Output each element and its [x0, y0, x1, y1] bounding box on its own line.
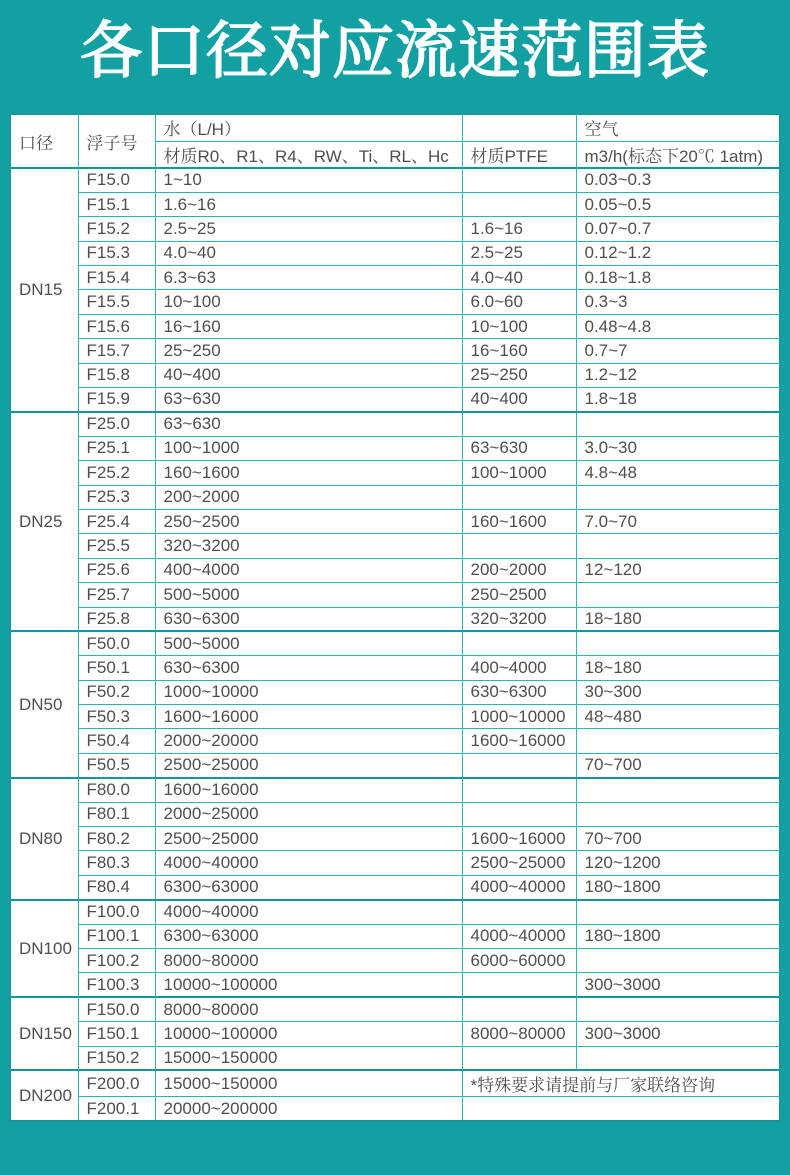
water-value-cell: 10~100: [155, 290, 462, 314]
air-value-cell: 7.0~70: [576, 509, 780, 533]
table-header: [10, 114, 780, 168]
table-row: [10, 461, 780, 485]
float-number-cell: F100.1: [78, 924, 155, 948]
water-value-cell: 8000~80000: [155, 997, 462, 1021]
ptfe-value-cell: 2500~25000: [462, 851, 576, 875]
float-number-cell: F100.3: [78, 973, 155, 997]
air-value-cell: 120~1200: [576, 851, 780, 875]
table-body: [10, 168, 780, 1121]
float-number-cell: F15.1: [78, 192, 155, 216]
table-row: [10, 388, 780, 412]
page-title: 各口径对应流速范围表: [79, 17, 710, 86]
water-value-cell: 2.5~25: [155, 217, 462, 241]
float-number-cell: F15.9: [78, 388, 155, 412]
diameter-cell: DN15: [10, 168, 78, 412]
ptfe-value-cell: [462, 900, 576, 924]
air-value-cell: 0.03~0.3: [576, 168, 780, 192]
ptfe-value-cell: 8000~80000: [462, 1022, 576, 1046]
air-value-cell: [576, 1046, 780, 1070]
air-value-cell: [576, 949, 780, 973]
float-number-cell: F25.1: [78, 436, 155, 460]
water-value-cell: 6.3~63: [155, 266, 462, 290]
ptfe-value-cell: 1600~16000: [462, 827, 576, 851]
air-value-cell: 18~180: [576, 656, 780, 680]
ptfe-value-cell: 40~400: [462, 388, 576, 412]
header-air-group: 空气: [576, 114, 780, 141]
water-value-cell: 6300~63000: [155, 875, 462, 899]
float-number-cell: F150.1: [78, 1022, 155, 1046]
air-value-cell: 0.05~0.5: [576, 192, 780, 216]
table-row: [10, 583, 780, 607]
air-value-cell: 70~700: [576, 827, 780, 851]
float-number-cell: F50.0: [78, 631, 155, 655]
header-water-group-spacer: [462, 114, 576, 141]
float-number-cell: F50.5: [78, 753, 155, 777]
ptfe-value-cell: [462, 973, 576, 997]
diameter-cell: DN25: [10, 412, 78, 632]
water-value-cell: 16~160: [155, 314, 462, 338]
float-number-cell: F25.4: [78, 509, 155, 533]
water-value-cell: 40~400: [155, 363, 462, 387]
float-number-cell: F15.2: [78, 217, 155, 241]
float-number-cell: F15.7: [78, 339, 155, 363]
table-row: [10, 363, 780, 387]
ptfe-value-cell: 4.0~40: [462, 266, 576, 290]
table-row: [10, 558, 780, 582]
ptfe-value-cell: 25~250: [462, 363, 576, 387]
table-row: [10, 290, 780, 314]
water-value-cell: 500~5000: [155, 631, 462, 655]
float-number-cell: F25.6: [78, 558, 155, 582]
ptfe-value-cell: 10~100: [462, 314, 576, 338]
diameter-cell: DN50: [10, 631, 78, 777]
table-row: [10, 1070, 780, 1097]
float-number-cell: F50.4: [78, 729, 155, 753]
water-value-cell: 630~6300: [155, 607, 462, 631]
ptfe-value-cell: 200~2000: [462, 558, 576, 582]
air-value-cell: [576, 802, 780, 826]
air-value-cell: 3.0~30: [576, 436, 780, 460]
water-value-cell: 10000~100000: [155, 1022, 462, 1046]
float-number-cell: F150.0: [78, 997, 155, 1021]
header-diameter: 口径: [10, 114, 78, 168]
water-value-cell: 1.6~16: [155, 192, 462, 216]
header-float-number: 浮子号: [78, 114, 155, 168]
header-ptfe-material: 材质PTFE: [462, 141, 576, 168]
table-row: [10, 436, 780, 460]
ptfe-value-cell: 630~6300: [462, 680, 576, 704]
water-value-cell: 4.0~40: [155, 241, 462, 265]
table-row: [10, 656, 780, 680]
table-row: [10, 1097, 780, 1121]
ptfe-value-cell: [462, 753, 576, 777]
ptfe-value-cell: 1000~10000: [462, 705, 576, 729]
air-value-cell: [576, 729, 780, 753]
ptfe-value-cell: [462, 485, 576, 509]
float-number-cell: F25.0: [78, 412, 155, 436]
water-value-cell: 1000~10000: [155, 680, 462, 704]
water-value-cell: 500~5000: [155, 583, 462, 607]
note-cell: *特殊要求请提前与厂家联络咨询: [462, 1070, 780, 1097]
ptfe-value-cell: 1600~16000: [462, 729, 576, 753]
water-value-cell: 630~6300: [155, 656, 462, 680]
table-row: [10, 217, 780, 241]
table-row: [10, 485, 780, 509]
table-row: [10, 875, 780, 899]
table-row: [10, 851, 780, 875]
air-value-cell: [576, 778, 780, 802]
float-number-cell: F15.8: [78, 363, 155, 387]
table-row: [10, 729, 780, 753]
air-value-cell: 18~180: [576, 607, 780, 631]
water-value-cell: 2500~25000: [155, 753, 462, 777]
table-row: [10, 534, 780, 558]
header-water-material: 材质R0、R1、R4、RW、Ti、RL、Hc: [155, 141, 462, 168]
table-row: [10, 631, 780, 655]
ptfe-value-cell: [462, 192, 576, 216]
float-number-cell: F25.2: [78, 461, 155, 485]
header-row-groups: [10, 114, 780, 141]
table-row: [10, 168, 780, 192]
air-value-cell: [576, 412, 780, 436]
water-value-cell: 2500~25000: [155, 827, 462, 851]
table-row: [10, 509, 780, 533]
water-value-cell: 200~2000: [155, 485, 462, 509]
water-value-cell: 8000~80000: [155, 949, 462, 973]
water-value-cell: 63~630: [155, 388, 462, 412]
table-row: [10, 266, 780, 290]
ptfe-value-cell: [462, 631, 576, 655]
float-number-cell: F15.0: [78, 168, 155, 192]
air-value-cell: 70~700: [576, 753, 780, 777]
float-number-cell: F80.4: [78, 875, 155, 899]
ptfe-value-cell: 63~630: [462, 436, 576, 460]
water-value-cell: 15000~150000: [155, 1070, 462, 1097]
ptfe-value-cell: 4000~40000: [462, 875, 576, 899]
table-row: [10, 680, 780, 704]
air-value-cell: 300~3000: [576, 1022, 780, 1046]
ptfe-value-cell: 4000~40000: [462, 924, 576, 948]
air-value-cell: 0.12~1.2: [576, 241, 780, 265]
float-number-cell: F80.2: [78, 827, 155, 851]
air-value-cell: 180~1800: [576, 875, 780, 899]
float-number-cell: F25.3: [78, 485, 155, 509]
float-number-cell: F15.4: [78, 266, 155, 290]
air-value-cell: 4.8~48: [576, 461, 780, 485]
table-row: [10, 827, 780, 851]
water-value-cell: 63~630: [155, 412, 462, 436]
air-value-cell: 0.7~7: [576, 339, 780, 363]
air-value-cell: 0.48~4.8: [576, 314, 780, 338]
ptfe-value-cell: 160~1600: [462, 509, 576, 533]
table-row: [10, 705, 780, 729]
diameter-cell: DN80: [10, 778, 78, 900]
water-value-cell: 320~3200: [155, 534, 462, 558]
water-value-cell: 1600~16000: [155, 778, 462, 802]
air-value-cell: 0.3~3: [576, 290, 780, 314]
table-row: [10, 802, 780, 826]
ptfe-value-cell: 2.5~25: [462, 241, 576, 265]
diameter-cell: DN150: [10, 997, 78, 1070]
float-number-cell: F50.1: [78, 656, 155, 680]
air-value-cell: 48~480: [576, 705, 780, 729]
air-value-cell: 0.18~1.8: [576, 266, 780, 290]
water-value-cell: 160~1600: [155, 461, 462, 485]
table-row: [10, 778, 780, 802]
note-cell: [462, 1097, 780, 1121]
ptfe-value-cell: 100~1000: [462, 461, 576, 485]
float-number-cell: F15.3: [78, 241, 155, 265]
float-number-cell: F100.0: [78, 900, 155, 924]
table-row: [10, 314, 780, 338]
float-number-cell: F150.2: [78, 1046, 155, 1070]
table-row: [10, 1022, 780, 1046]
float-number-cell: F50.2: [78, 680, 155, 704]
water-value-cell: 20000~200000: [155, 1097, 462, 1121]
table-row: [10, 997, 780, 1021]
float-number-cell: F100.2: [78, 949, 155, 973]
air-value-cell: [576, 997, 780, 1021]
water-value-cell: 2000~20000: [155, 729, 462, 753]
water-value-cell: 10000~100000: [155, 973, 462, 997]
ptfe-value-cell: 320~3200: [462, 607, 576, 631]
table-row: [10, 241, 780, 265]
air-value-cell: 12~120: [576, 558, 780, 582]
ptfe-value-cell: 6.0~60: [462, 290, 576, 314]
ptfe-value-cell: [462, 778, 576, 802]
table-row: [10, 753, 780, 777]
float-number-cell: F80.3: [78, 851, 155, 875]
water-value-cell: 1600~16000: [155, 705, 462, 729]
ptfe-value-cell: [462, 997, 576, 1021]
air-value-cell: 1.2~12: [576, 363, 780, 387]
air-value-cell: 30~300: [576, 680, 780, 704]
air-value-cell: 1.8~18: [576, 388, 780, 412]
ptfe-value-cell: 1.6~16: [462, 217, 576, 241]
water-value-cell: 250~2500: [155, 509, 462, 533]
float-number-cell: F15.6: [78, 314, 155, 338]
table-row: [10, 973, 780, 997]
water-value-cell: 4000~40000: [155, 900, 462, 924]
float-number-cell: F200.1: [78, 1097, 155, 1121]
water-value-cell: 15000~150000: [155, 1046, 462, 1070]
table-row: [10, 339, 780, 363]
water-value-cell: 100~1000: [155, 436, 462, 460]
table-row: [10, 900, 780, 924]
air-value-cell: [576, 900, 780, 924]
water-value-cell: 1~10: [155, 168, 462, 192]
header-air-unit: m3/h(标态下20℃ 1atm): [576, 141, 780, 168]
ptfe-value-cell: 250~2500: [462, 583, 576, 607]
table-row: [10, 192, 780, 216]
water-value-cell: 25~250: [155, 339, 462, 363]
water-value-cell: 6300~63000: [155, 924, 462, 948]
ptfe-value-cell: 6000~60000: [462, 949, 576, 973]
air-value-cell: [576, 583, 780, 607]
air-value-cell: 180~1800: [576, 924, 780, 948]
float-number-cell: F50.3: [78, 705, 155, 729]
table-row: [10, 949, 780, 973]
ptfe-value-cell: [462, 168, 576, 192]
float-number-cell: F25.7: [78, 583, 155, 607]
flow-range-table: [9, 113, 781, 1122]
table-row: [10, 607, 780, 631]
float-number-cell: F80.1: [78, 802, 155, 826]
ptfe-value-cell: [462, 534, 576, 558]
ptfe-value-cell: 400~4000: [462, 656, 576, 680]
float-number-cell: F15.5: [78, 290, 155, 314]
float-number-cell: F200.0: [78, 1070, 155, 1097]
water-value-cell: 4000~40000: [155, 851, 462, 875]
table-row: [10, 924, 780, 948]
air-value-cell: [576, 485, 780, 509]
air-value-cell: [576, 631, 780, 655]
float-number-cell: F25.5: [78, 534, 155, 558]
air-value-cell: [576, 534, 780, 558]
diameter-cell: DN200: [10, 1070, 78, 1121]
table-row: [10, 1046, 780, 1070]
air-value-cell: 0.07~0.7: [576, 217, 780, 241]
water-value-cell: 2000~25000: [155, 802, 462, 826]
air-value-cell: 300~3000: [576, 973, 780, 997]
ptfe-value-cell: [462, 802, 576, 826]
table-row: [10, 412, 780, 436]
ptfe-value-cell: [462, 412, 576, 436]
float-number-cell: F25.8: [78, 607, 155, 631]
header-water-group: 水（L/H）: [155, 114, 462, 141]
float-number-cell: F80.0: [78, 778, 155, 802]
diameter-cell: DN100: [10, 900, 78, 998]
ptfe-value-cell: [462, 1046, 576, 1070]
ptfe-value-cell: 16~160: [462, 339, 576, 363]
water-value-cell: 400~4000: [155, 558, 462, 582]
